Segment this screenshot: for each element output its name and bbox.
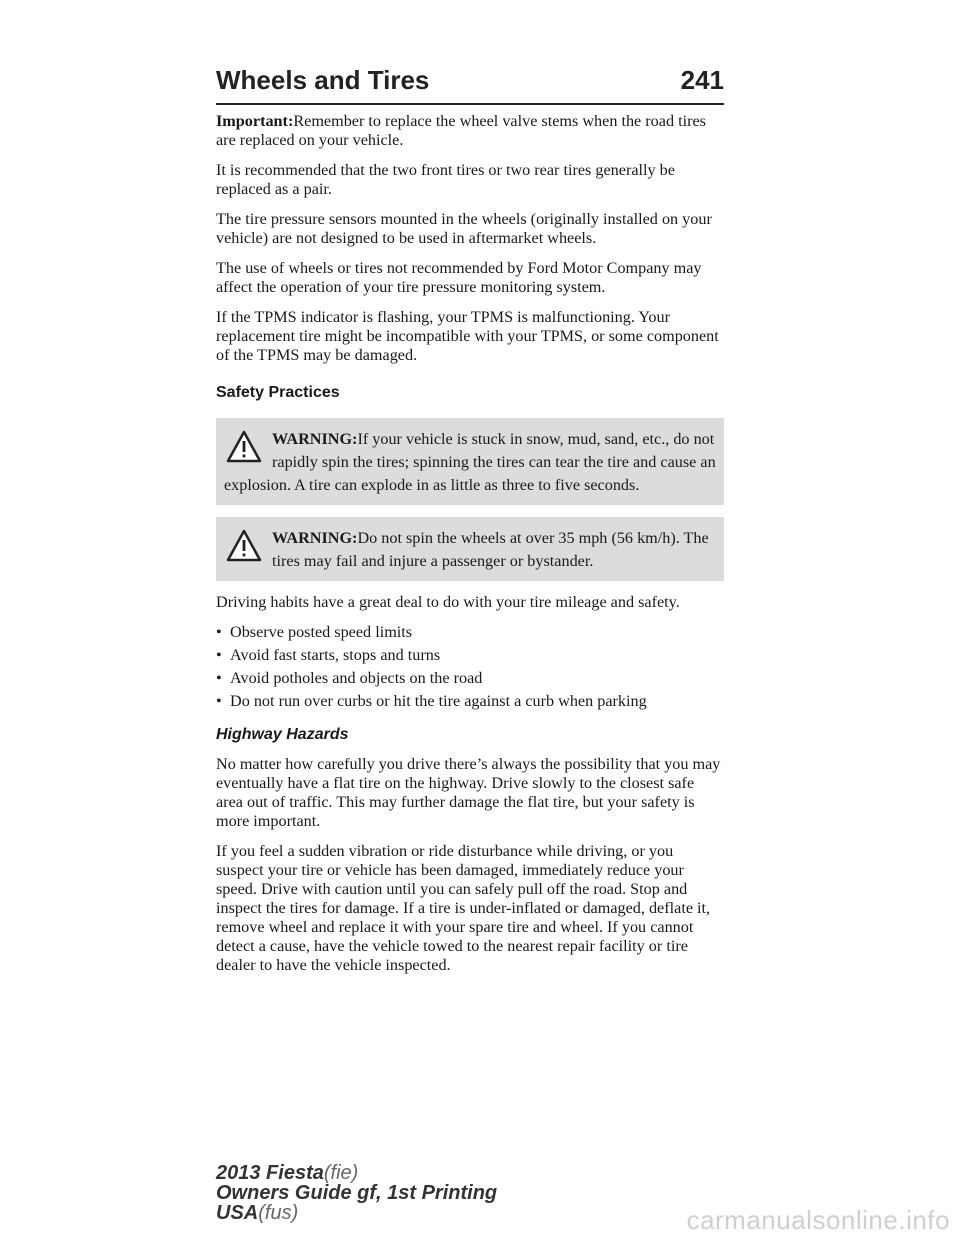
warning-lead: WARNING: <box>272 430 358 448</box>
warning-box-speed <box>216 517 724 581</box>
watermark-text: carmanualsonline.info <box>686 1205 950 1235</box>
paragraph-driving-habits: Driving habits have a great deal to do with your tire mileage and safety. <box>216 593 680 611</box>
list-item: • Do not run over curbs or hit the tire against a curb when parking <box>216 692 724 711</box>
section-title: Wheels and Tires <box>216 65 430 95</box>
warning-body: If your vehicle is stuck in snow, mud, sand, etc., do not rapidly spin the tires; spinning the tires can tear the tire and cause an explosion. A tire can explode in as little as three to five seconds. <box>224 430 716 494</box>
important-note <box>216 112 724 150</box>
safety-practices-heading: Safety Practices <box>216 384 340 401</box>
paragraph-tpms-flashing: If the TPMS indicator is flashing, your TPMS is malfunctioning. Your replacement tire might be incompatible with your TPMS, or some component of the TPMS may be damaged. <box>216 308 719 364</box>
list-item: • Avoid fast starts, stops and turns <box>216 646 724 665</box>
page-header <box>216 56 724 96</box>
footer-model: 2013 Fiesta <box>216 1162 324 1184</box>
warning-triangle-icon <box>226 529 262 563</box>
page-number: 241 <box>680 65 724 95</box>
page-content <box>216 112 724 986</box>
warning-text <box>224 527 716 573</box>
footer-line-guide: Owners Guide gf, 1st Printing <box>216 1182 498 1204</box>
warning-lead: WARNING: <box>272 529 358 547</box>
warning-triangle-icon <box>226 430 262 464</box>
warning-body: Do not spin the wheels at over 35 mph (56 km/h). The tires may fail and injure a passenger or bystander. <box>272 529 709 570</box>
footer-market: USA <box>216 1202 259 1224</box>
footer-line-model <box>216 1163 497 1183</box>
paragraph-sensors: The tire pressure sensors mounted in the wheels (originally installed on your vehicle) are not designed to be used in aftermarket wheels. <box>216 210 712 247</box>
paragraph-pair-replacement: It is recommended that the two front tires or two rear tires generally be replaced as a pair. <box>216 161 675 198</box>
highway-hazards-heading: Highway Hazards <box>216 726 349 743</box>
paragraph-flat-tire: No matter how carefully you drive there’s always the possibility that you may eventually have a flat tire on the highway. Drive slowly to the closest safe area out of traffic. This may further damage the flat tire, but your safety is more important. <box>216 755 721 830</box>
safety-bullet-list <box>216 623 724 711</box>
important-lead: Important: <box>216 112 294 130</box>
header-divider <box>216 103 724 105</box>
footer-model-code: (fie) <box>323 1162 359 1184</box>
paragraph-vibration: If you feel a sudden vibration or ride disturbance while driving, or you suspect your tire or vehicle has been damaged, immediately reduce your speed. Drive with caution until you can safely pull off the road. Stop and inspect the tires for damage. If a tire is under-inflated or damaged, deflate it, remove wheel and replace it with your spare tire and wheel. If you cannot detect a cause, have the vehicle towed to the nearest repair facility or tire dealer to have the vehicle inspected. <box>216 842 711 974</box>
footer-line-market <box>216 1203 497 1223</box>
warning-box-spin <box>216 418 724 505</box>
important-text: Remember to replace the wheel valve stems when the road tires are replaced on your vehicle. <box>216 112 706 149</box>
list-item: • Avoid potholes and objects on the road <box>216 669 724 688</box>
footer-market-code: (fus) <box>258 1202 299 1224</box>
document-footer <box>216 1163 497 1223</box>
list-item: • Observe posted speed limits <box>216 623 724 642</box>
warning-text <box>224 428 716 497</box>
paragraph-aftermarket: The use of wheels or tires not recommended by Ford Motor Company may affect the operation of your tire pressure monitoring system. <box>216 259 702 296</box>
